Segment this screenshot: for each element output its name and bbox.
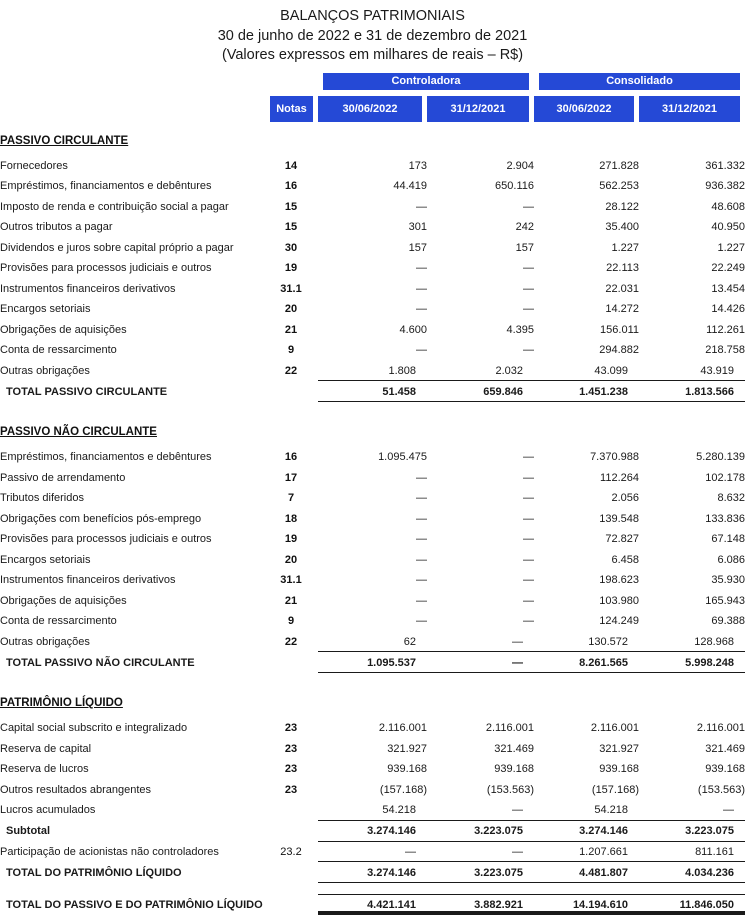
row-note: 22 <box>264 361 318 382</box>
row-label: Outros tributos a pagar <box>0 217 264 238</box>
row-value-1: 4.421.141 <box>318 894 427 915</box>
row-value-1: 173 <box>318 156 427 177</box>
row-value-1: — <box>318 842 427 863</box>
row-value-1: — <box>318 550 427 571</box>
row-value-1: 3.274.146 <box>318 821 427 842</box>
table-row <box>0 780 745 801</box>
table-row <box>0 320 745 341</box>
row-value-4: 112.261 <box>639 320 745 341</box>
row-value-3: 4.481.807 <box>534 862 639 883</box>
row-value-4: 5.280.139 <box>639 447 745 468</box>
header-col-3 <box>534 91 639 122</box>
row-value-2: 2.032 <box>427 361 534 382</box>
row-note: 19 <box>264 258 318 279</box>
table-body <box>0 122 745 915</box>
title-line-3: (Valores expressos em milhares de reais – R$) <box>0 46 745 66</box>
table-row <box>0 468 745 489</box>
column-group-row <box>0 73 745 91</box>
row-value-3: 130.572 <box>534 632 639 653</box>
column-group-consolidado-label: Consolidado <box>539 73 740 90</box>
row-value-3: 198.623 <box>534 570 639 591</box>
section-gap <box>0 673 745 684</box>
title-line-1: BALANÇOS PATRIMONIAIS <box>0 7 745 27</box>
row-value-1: 3.274.146 <box>318 862 427 883</box>
row-value-3: 35.400 <box>534 217 639 238</box>
row-value-4: 22.249 <box>639 258 745 279</box>
row-value-1: 54.218 <box>318 800 427 821</box>
row-value-4: 3.223.075 <box>639 821 745 842</box>
row-value-1: 4.600 <box>318 320 427 341</box>
section-gap <box>0 402 745 413</box>
row-note: 20 <box>264 550 318 571</box>
row-label: Conta de ressarcimento <box>0 340 264 361</box>
row-value-2: 157 <box>427 238 534 259</box>
row-note <box>264 800 318 821</box>
row-value-3: 3.274.146 <box>534 821 639 842</box>
row-note <box>264 894 318 915</box>
row-value-2: 659.846 <box>427 381 534 402</box>
row-value-2: 2.116.001 <box>427 718 534 739</box>
row-value-2: 4.395 <box>427 320 534 341</box>
row-label: Reserva de capital <box>0 739 264 760</box>
row-value-1: — <box>318 258 427 279</box>
row-note: 23 <box>264 718 318 739</box>
row-value-4: 1.227 <box>639 238 745 259</box>
row-label: Provisões para processos judiciais e outros <box>0 258 264 279</box>
section-heading-row <box>0 684 745 718</box>
row-value-2: — <box>427 509 534 530</box>
section-heading-row <box>0 122 745 156</box>
section-title: PASSIVO NÃO CIRCULANTE <box>0 413 157 447</box>
header-spacer-notes <box>264 73 318 91</box>
row-value-3: 294.882 <box>534 340 639 361</box>
row-note: 16 <box>264 447 318 468</box>
row-value-4: 8.632 <box>639 488 745 509</box>
row-note: 21 <box>264 591 318 612</box>
row-label: Imposto de renda e contribuição social a pagar <box>0 197 264 218</box>
table-row <box>0 156 745 177</box>
row-value-3: 6.458 <box>534 550 639 571</box>
header-col-1-label: 30/06/2022 <box>318 96 422 122</box>
row-value-2: — <box>427 468 534 489</box>
row-value-2: — <box>427 652 534 673</box>
section-total-row <box>0 652 745 673</box>
row-value-1: 301 <box>318 217 427 238</box>
row-value-4: 102.178 <box>639 468 745 489</box>
row-value-2: — <box>427 279 534 300</box>
row-value-1: — <box>318 529 427 550</box>
row-note: 19 <box>264 529 318 550</box>
table-row <box>0 570 745 591</box>
row-note: 31.1 <box>264 570 318 591</box>
row-label: Empréstimos, financiamentos e debêntures <box>0 447 264 468</box>
row-label: Participação de acionistas não controladores <box>0 842 264 863</box>
row-value-4: 165.943 <box>639 591 745 612</box>
document-title-block <box>0 0 745 66</box>
row-note: 22 <box>264 632 318 653</box>
row-value-3: 2.116.001 <box>534 718 639 739</box>
header-col-3-label: 30/06/2022 <box>534 96 634 122</box>
section-title: PASSIVO CIRCULANTE <box>0 122 128 156</box>
table-row <box>0 739 745 760</box>
row-note: 9 <box>264 611 318 632</box>
row-value-3: 22.031 <box>534 279 639 300</box>
row-value-1: — <box>318 340 427 361</box>
row-label: Tributos diferidos <box>0 488 264 509</box>
row-value-4: 1.813.566 <box>639 381 745 402</box>
row-value-3: 72.827 <box>534 529 639 550</box>
row-note <box>264 862 318 883</box>
row-note: 15 <box>264 217 318 238</box>
row-value-2: — <box>427 611 534 632</box>
row-label: Fornecedores <box>0 156 264 177</box>
spacer-cell <box>0 883 745 894</box>
row-value-2: — <box>427 550 534 571</box>
row-label: Obrigações de aquisições <box>0 591 264 612</box>
row-value-4: 133.836 <box>639 509 745 530</box>
table-row <box>0 299 745 320</box>
row-label: Encargos setoriais <box>0 550 264 571</box>
row-label: Instrumentos financeiros derivativos <box>0 279 264 300</box>
column-group-controladora <box>318 73 534 91</box>
section-heading-row <box>0 413 745 447</box>
row-note: 15 <box>264 197 318 218</box>
row-label: TOTAL PASSIVO CIRCULANTE <box>0 381 264 402</box>
row-value-1: — <box>318 197 427 218</box>
row-value-1: — <box>318 488 427 509</box>
row-value-1: — <box>318 299 427 320</box>
section-heading-cell <box>0 413 745 447</box>
column-group-consolidado <box>534 73 745 91</box>
spacer-cell <box>0 402 745 413</box>
row-label: Encargos setoriais <box>0 299 264 320</box>
row-label: Dividendos e juros sobre capital próprio a pagar <box>0 238 264 259</box>
row-value-3: 28.122 <box>534 197 639 218</box>
row-value-2: — <box>427 340 534 361</box>
row-note: 17 <box>264 468 318 489</box>
row-value-4: 128.968 <box>639 632 745 653</box>
header-spacer <box>0 73 264 91</box>
row-label: Outros resultados abrangentes <box>0 780 264 801</box>
balance-sheet-table <box>0 73 745 915</box>
row-label: Reserva de lucros <box>0 759 264 780</box>
row-note: 18 <box>264 509 318 530</box>
subtotal-row <box>0 821 745 842</box>
header-col-4-label: 31/12/2021 <box>639 96 740 122</box>
row-label: Subtotal <box>0 821 264 842</box>
row-value-4: 2.116.001 <box>639 718 745 739</box>
row-value-1: 51.458 <box>318 381 427 402</box>
row-label: Obrigações de aquisições <box>0 320 264 341</box>
row-value-4: — <box>639 800 745 821</box>
row-value-3: 321.927 <box>534 739 639 760</box>
row-note: 30 <box>264 238 318 259</box>
table-row <box>0 800 745 821</box>
header-col-2 <box>427 91 534 122</box>
row-value-1: — <box>318 591 427 612</box>
row-value-1: 2.116.001 <box>318 718 427 739</box>
row-value-4: 14.426 <box>639 299 745 320</box>
row-value-2: 321.469 <box>427 739 534 760</box>
row-note <box>264 381 318 402</box>
row-value-3: 43.099 <box>534 361 639 382</box>
row-value-2: 3.223.075 <box>427 821 534 842</box>
row-note: 23.2 <box>264 842 318 863</box>
row-label: Outras obrigações <box>0 632 264 653</box>
row-value-2: — <box>427 842 534 863</box>
table-row <box>0 718 745 739</box>
row-value-2: — <box>427 632 534 653</box>
table-row <box>0 842 745 863</box>
row-value-2: — <box>427 488 534 509</box>
section-total-row <box>0 862 745 883</box>
row-note: 21 <box>264 320 318 341</box>
grand-total-gap <box>0 883 745 894</box>
row-value-2: — <box>427 529 534 550</box>
header-col-1 <box>318 91 427 122</box>
table-row <box>0 591 745 612</box>
column-group-controladora-label: Controladora <box>323 73 529 90</box>
row-value-3: 14.272 <box>534 299 639 320</box>
row-value-1: 939.168 <box>318 759 427 780</box>
row-value-3: (157.168) <box>534 780 639 801</box>
row-label: Outras obrigações <box>0 361 264 382</box>
row-label: Provisões para processos judiciais e outros <box>0 529 264 550</box>
table-row <box>0 509 745 530</box>
table-row <box>0 611 745 632</box>
table-header <box>0 73 745 122</box>
row-label: Conta de ressarcimento <box>0 611 264 632</box>
row-value-4: 11.846.050 <box>639 894 745 915</box>
row-value-2: — <box>427 447 534 468</box>
row-value-1: — <box>318 611 427 632</box>
row-value-1: — <box>318 279 427 300</box>
row-note: 31.1 <box>264 279 318 300</box>
row-value-2: 242 <box>427 217 534 238</box>
row-value-4: 6.086 <box>639 550 745 571</box>
header-col-2-label: 31/12/2021 <box>427 96 529 122</box>
row-value-3: 7.370.988 <box>534 447 639 468</box>
row-value-1: 62 <box>318 632 427 653</box>
row-value-4: 43.919 <box>639 361 745 382</box>
row-value-2: — <box>427 299 534 320</box>
header-notes-label: Notas <box>270 96 313 122</box>
header-col-4 <box>639 91 745 122</box>
row-note <box>264 821 318 842</box>
row-value-1: — <box>318 468 427 489</box>
row-value-4: 361.332 <box>639 156 745 177</box>
row-value-3: 1.207.661 <box>534 842 639 863</box>
row-value-3: 939.168 <box>534 759 639 780</box>
table-row <box>0 632 745 653</box>
row-value-2: 939.168 <box>427 759 534 780</box>
row-label: Empréstimos, financiamentos e debêntures <box>0 176 264 197</box>
row-value-1: — <box>318 570 427 591</box>
row-note <box>264 652 318 673</box>
row-value-4: 67.148 <box>639 529 745 550</box>
table-row <box>0 176 745 197</box>
row-value-2: — <box>427 570 534 591</box>
row-value-4: 5.998.248 <box>639 652 745 673</box>
row-label: Lucros acumulados <box>0 800 264 821</box>
table-row <box>0 529 745 550</box>
section-heading-cell <box>0 684 745 718</box>
row-value-2: 3.882.921 <box>427 894 534 915</box>
table-row <box>0 488 745 509</box>
table-row <box>0 447 745 468</box>
grand-total-row <box>0 894 745 915</box>
table-row <box>0 217 745 238</box>
row-label: Instrumentos financeiros derivativos <box>0 570 264 591</box>
spacer-cell <box>0 673 745 684</box>
row-value-4: 35.930 <box>639 570 745 591</box>
row-value-4: 321.469 <box>639 739 745 760</box>
row-value-2: — <box>427 197 534 218</box>
row-value-2: 3.223.075 <box>427 862 534 883</box>
row-value-2: 2.904 <box>427 156 534 177</box>
row-note: 14 <box>264 156 318 177</box>
row-label: Capital social subscrito e integralizado <box>0 718 264 739</box>
row-value-4: 48.608 <box>639 197 745 218</box>
row-value-2: — <box>427 258 534 279</box>
row-value-2: (153.563) <box>427 780 534 801</box>
row-value-4: 811.161 <box>639 842 745 863</box>
table-row <box>0 340 745 361</box>
row-value-4: 4.034.236 <box>639 862 745 883</box>
row-value-2: 650.116 <box>427 176 534 197</box>
row-value-4: 936.382 <box>639 176 745 197</box>
table-row <box>0 258 745 279</box>
row-value-4: 40.950 <box>639 217 745 238</box>
row-value-3: 124.249 <box>534 611 639 632</box>
row-value-4: 939.168 <box>639 759 745 780</box>
section-heading-cell <box>0 122 745 156</box>
row-value-4: (153.563) <box>639 780 745 801</box>
row-value-1: (157.168) <box>318 780 427 801</box>
row-value-1: 44.419 <box>318 176 427 197</box>
row-note: 20 <box>264 299 318 320</box>
row-value-3: 271.828 <box>534 156 639 177</box>
section-total-row <box>0 381 745 402</box>
row-note: 23 <box>264 739 318 760</box>
column-header-row <box>0 91 745 122</box>
row-value-3: 1.451.238 <box>534 381 639 402</box>
row-note: 16 <box>264 176 318 197</box>
row-label: TOTAL DO PATRIMÔNIO LÍQUIDO <box>0 862 264 883</box>
row-value-3: 103.980 <box>534 591 639 612</box>
row-label: Passivo de arrendamento <box>0 468 264 489</box>
row-note: 23 <box>264 780 318 801</box>
table-row <box>0 279 745 300</box>
row-value-3: 562.253 <box>534 176 639 197</box>
row-value-3: 139.548 <box>534 509 639 530</box>
row-label: TOTAL PASSIVO NÃO CIRCULANTE <box>0 652 264 673</box>
table-row <box>0 197 745 218</box>
row-value-3: 156.011 <box>534 320 639 341</box>
row-note: 9 <box>264 340 318 361</box>
row-value-4: 218.758 <box>639 340 745 361</box>
row-value-1: — <box>318 509 427 530</box>
row-value-4: 13.454 <box>639 279 745 300</box>
section-title: PATRIMÔNIO LÍQUIDO <box>0 684 123 718</box>
row-value-4: 69.388 <box>639 611 745 632</box>
row-note: 7 <box>264 488 318 509</box>
row-value-3: 2.056 <box>534 488 639 509</box>
row-value-1: 321.927 <box>318 739 427 760</box>
row-value-2: — <box>427 800 534 821</box>
table-row <box>0 238 745 259</box>
table-row <box>0 361 745 382</box>
row-value-1: 1.095.537 <box>318 652 427 673</box>
header-spacer-label <box>0 91 264 122</box>
row-value-2: — <box>427 591 534 612</box>
row-label: TOTAL DO PASSIVO E DO PATRIMÔNIO LÍQUIDO <box>0 894 264 915</box>
row-value-3: 8.261.565 <box>534 652 639 673</box>
row-value-3: 54.218 <box>534 800 639 821</box>
table-row <box>0 550 745 571</box>
row-value-1: 1.095.475 <box>318 447 427 468</box>
row-label: Obrigações com benefícios pós-emprego <box>0 509 264 530</box>
row-value-3: 112.264 <box>534 468 639 489</box>
row-value-3: 14.194.610 <box>534 894 639 915</box>
row-note: 23 <box>264 759 318 780</box>
table-row <box>0 759 745 780</box>
row-value-3: 1.227 <box>534 238 639 259</box>
header-notes <box>264 91 318 122</box>
row-value-1: 1.808 <box>318 361 427 382</box>
row-value-3: 22.113 <box>534 258 639 279</box>
title-line-2: 30 de junho de 2022 e 31 de dezembro de 2021 <box>0 27 745 47</box>
row-value-1: 157 <box>318 238 427 259</box>
